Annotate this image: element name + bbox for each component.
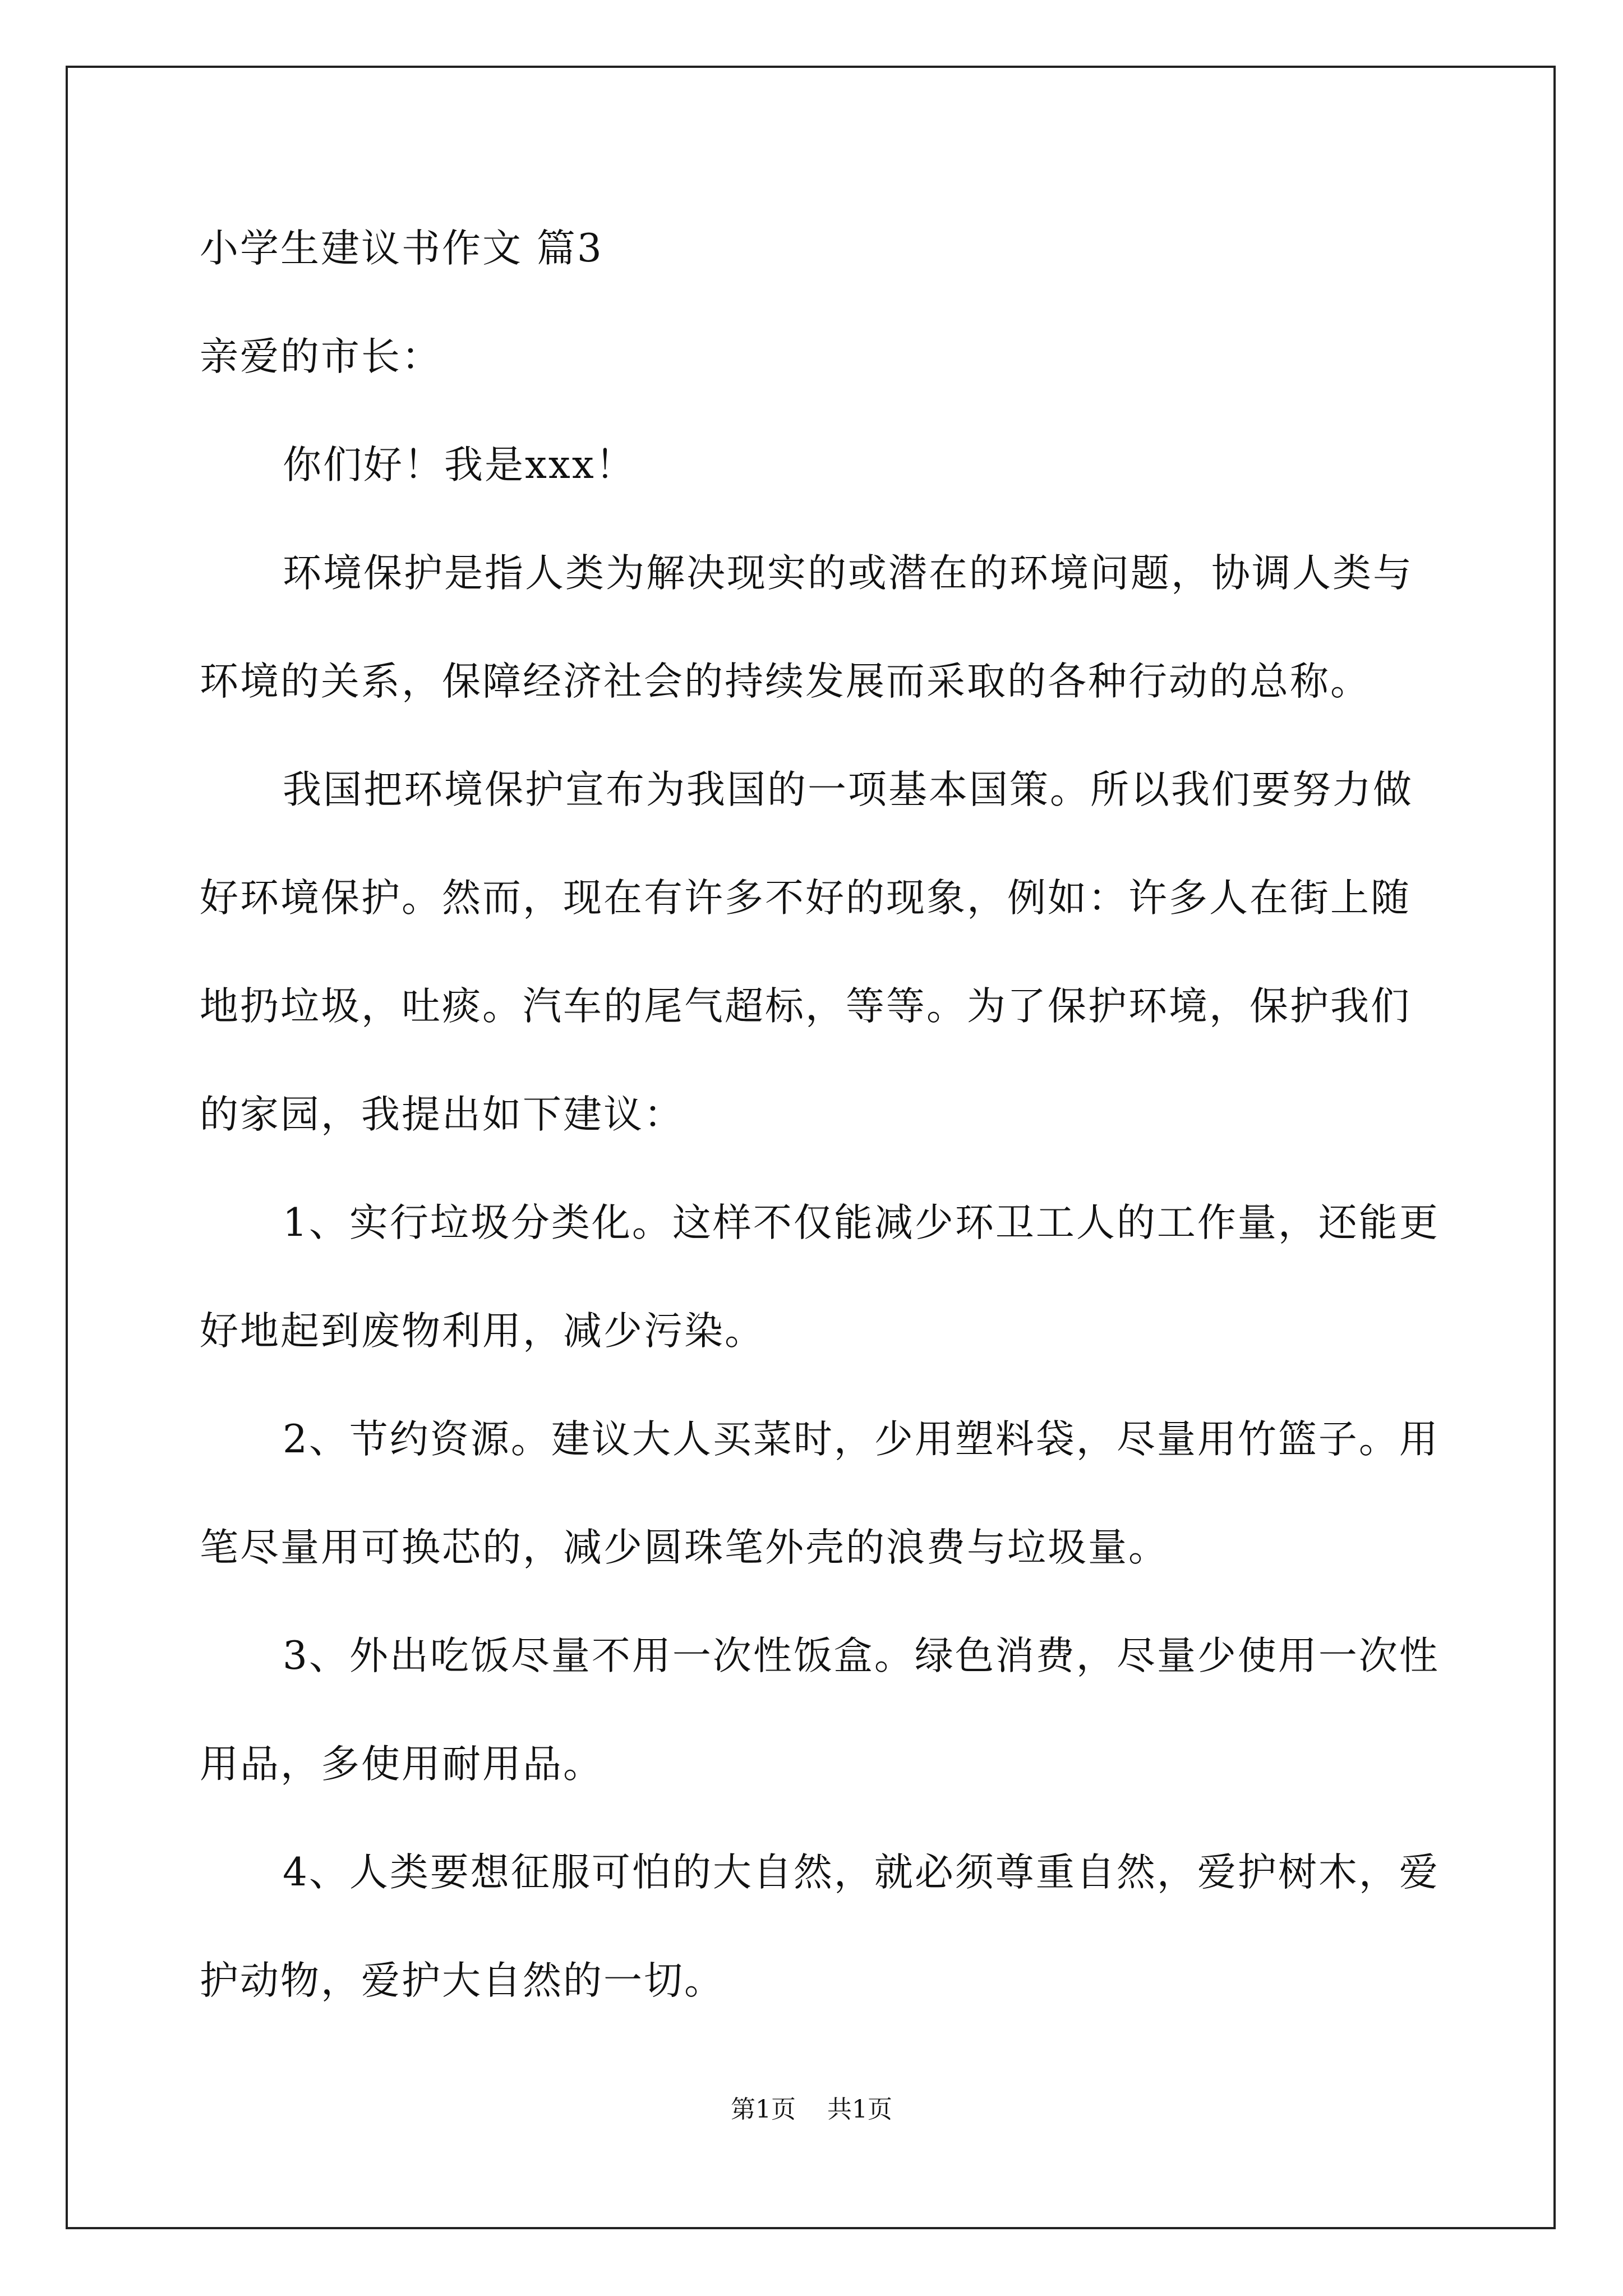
suggestion-3-line: 用品，多使用耐用品。: [200, 1742, 603, 1787]
suggestion-4-line: 护动物，爱护大自然的一切。: [200, 1958, 725, 2003]
page-count: 共1页: [827, 2095, 892, 2124]
paragraph-line: 好环境保护。然而，现在有许多不好的现象，例如：许多人在街上随: [200, 876, 1411, 921]
suggestion-4-line: 4、人类要想征服可怕的大自然，就必须尊重自然，爱护树木，爱: [283, 1850, 1440, 1895]
suggestion-2-line: 笔尽量用可换芯的，减少圆珠笔外壳的浪费与垃圾量。: [200, 1525, 1169, 1570]
paragraph-line: 地扔垃圾，吐痰。汽车的尾气超标，等等。为了保护环境，保护我们: [200, 984, 1411, 1029]
salutation: 亲爱的市长：: [200, 334, 442, 379]
suggestion-3-line: 3、外出吃饭尽量不用一次性饭盒。绿色消费，尽量少使用一次性: [283, 1634, 1440, 1678]
suggestion-1-line: 1、实行垃圾分类化。这样不仅能减少环卫工人的工作量，还能更: [283, 1200, 1440, 1245]
greeting: 你们好！我是xxx！: [283, 443, 636, 487]
paragraph-line: 环境保护是指人类为解决现实的或潜在的环境问题，协调人类与: [283, 551, 1413, 596]
document-title: 小学生建议书作文 篇3: [200, 226, 603, 271]
paragraph-line: 我国把环境保护宣布为我国的一项基本国策。所以我们要努力做: [283, 767, 1413, 812]
paragraph-line: 环境的关系，保障经济社会的持续发展而采取的各种行动的总称。: [200, 659, 1371, 704]
page-border: [66, 66, 1556, 2229]
paragraph-line: 的家园，我提出如下建议：: [200, 1092, 684, 1137]
page-footer: [0, 2093, 1623, 2127]
suggestion-2-line: 2、节约资源。建议大人买菜时，少用塑料袋，尽量用竹篮子。用: [283, 1417, 1440, 1462]
suggestion-1-line: 好地起到废物利用，减少污染。: [200, 1309, 765, 1354]
page-number: 第1页: [731, 2095, 796, 2124]
